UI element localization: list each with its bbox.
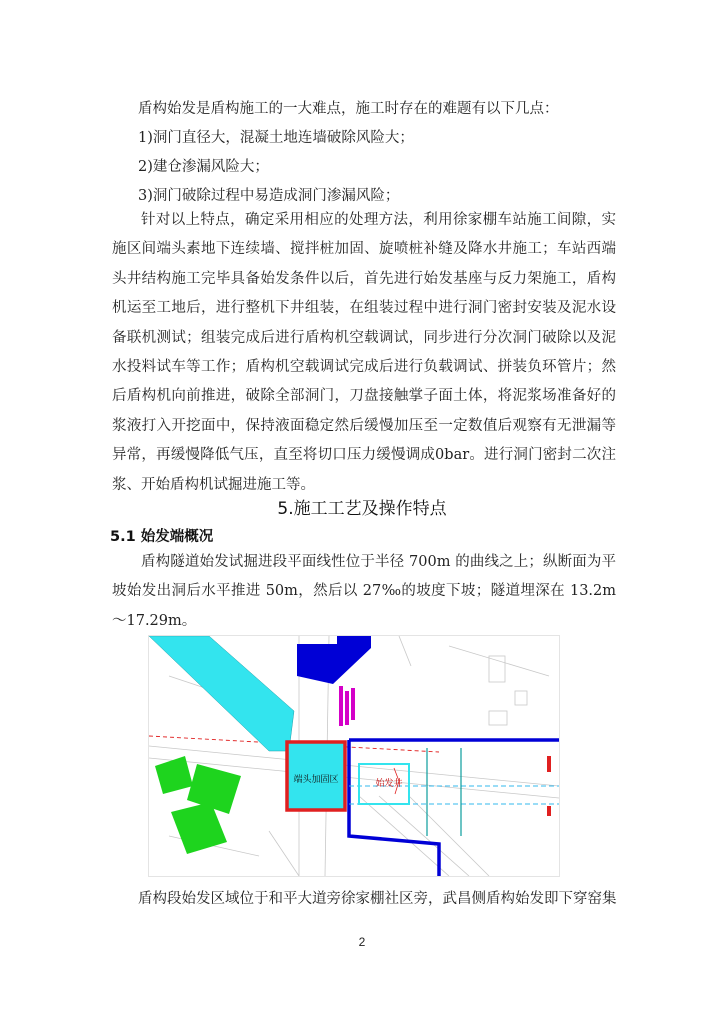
main-paragraph: 针对以上特点，确定采用相应的处理方法，利用徐家棚车站施工间隙，实施区间端头素地下连续墙、搅拌桩加固、旋喷桩补缝及降水井施工；车站西端头井结构施工完毕具备始发条件以后，首先进行始发基座与反力架施工，盾构机运至工地后，进行整机下井组装，在组装过程中进行洞门密封安装及泥水设备联机测试；组装完成后进行盾构机空载调试，同步进行分次洞门破除以及泥水投料试车等工作；盾构机空载调试完成后进行负载调试、拼装负环管片；然后盾构机向前推进，破除全部洞门，刀盘接触掌子面土体，将泥浆场准备好的浆液打入开挖面中，保持液面稳定然后缓慢加压至一定数值后观察有无泄漏等异常，再缓慢降低气压，直至将切口压力缓慢调成0bar。进行洞门密封二次注浆、开始盾构机试掘进施工等。 — [112, 212, 616, 493]
overview-paragraph: 盾构隧道始发试掘进段平面线性位于半径 700m 的曲线之上；纵断面为平坡始发出洞后水平推进 50m，然后以 27‰的坡度下坡；隧道埋深在 13.2m～17.29m。 — [112, 554, 616, 629]
page-number: 2 — [358, 935, 366, 949]
site-plan-figure — [148, 635, 560, 877]
list-item: 3)洞门破除过程中易造成洞门渗漏风险； — [138, 188, 400, 204]
list-item: 1)洞门直径大，混凝土地连墙破除风险大； — [138, 130, 414, 146]
list-item: 2)建仓渗漏风险大； — [138, 159, 269, 175]
intro-text: 盾构始发是盾构施工的一大难点，施工时存在的难题有以下几点： — [138, 101, 559, 117]
start-shaft-label: 始发井 — [375, 779, 403, 789]
bottom-paragraph: 盾构段始发区域位于和平大道旁徐家棚社区旁，武昌侧盾构始发即下穿窑集 — [138, 891, 617, 907]
section-title: 5.施工工艺及操作特点 — [277, 499, 447, 519]
reinforcement-zone-label: 端头加固区 — [293, 775, 339, 785]
subsection-title: 5.1 始发端概况 — [110, 529, 214, 545]
site-plan-drawing — [149, 636, 559, 876]
